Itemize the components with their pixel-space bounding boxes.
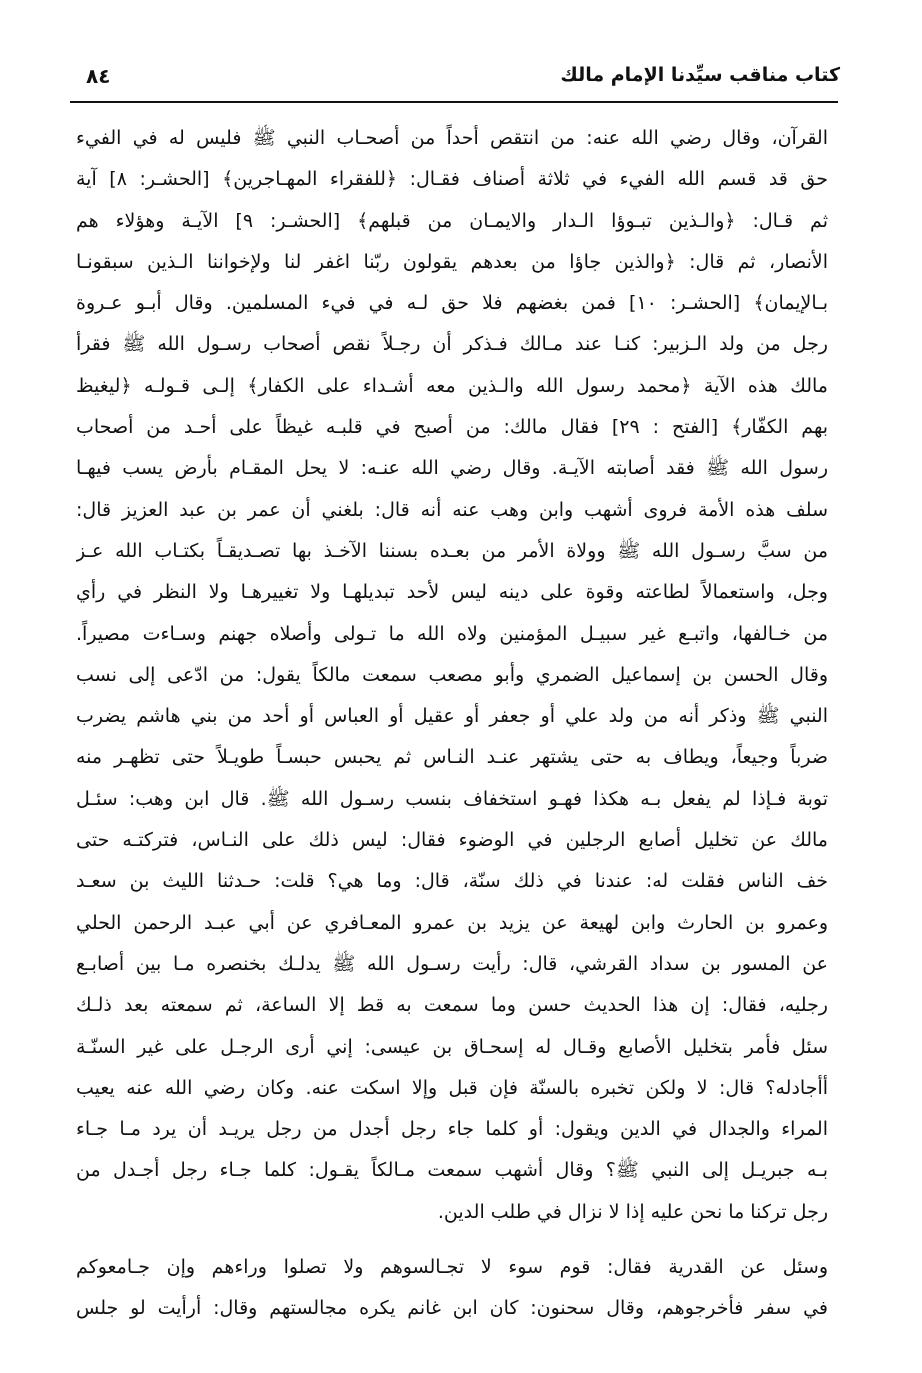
text-line: في سفر فأخرجوهم، وقال سحنون: كان ابن غانم يكره مجالستهم وقال: أرأيت لو جلس bbox=[76, 1297, 828, 1320]
text-line: الأنصار، ثم قال: ﴿والذين جاؤا من بعدهم يقولون ربّنا اغفر لنا ولإخواننا الـذين سبقونـا bbox=[76, 250, 828, 273]
text-line: القرآن، وقال رضي الله عنه: من انتقص أحداً من أصحـاب النبي ﷺ فليس له في الفيء bbox=[76, 127, 828, 149]
body-text bbox=[76, 118, 828, 1330]
text-line: النبي ﷺ وذكر أنه من ولد علي أو جعفر أو عقيل أو العباس أو أحد من بني هاشم يضرب bbox=[76, 705, 828, 728]
text-line: عن المسور بن سداد القرشي، قال: رأيت رسـول الله ﷺ يدلـك بخنصره مـا بين أصابـع bbox=[76, 952, 828, 975]
text-line: مالك عن تخليل أصابع الرجلين في الوضوء فقال: ليس ذلك على النـاس، فتركتـه حتى bbox=[76, 829, 828, 852]
text-line: وجل، واستعمالاً لطاعته وقوة على دينه ليس لأحد تبديلهـا ولا تغييرهـا ولا النظر في رأي bbox=[76, 581, 828, 604]
text-line: من خـالفها، واتبـع غير سبيـل المؤمنين ولاه الله ما تـولى وأصلاه جهنم وسـاءت مصيراً. bbox=[76, 622, 828, 645]
text-line: سئل فأمر بتخليل الأصابع وقـال له إسحـاق بن عيسى: إني أرى الرجـل على غير السنّـة bbox=[76, 1035, 828, 1058]
text-line: من سبَّ رسـول الله ﷺ وولاة الأمر من بعـده بسننا الآخـذ بها تصـديقـاً بكتـاب الله عـز bbox=[76, 539, 828, 562]
text-line: بهم الكفّار﴾ [الفتح : ٢٩] فقال مالك: من أصبح في قلبـه غيظاً على أحـد من أصحاب bbox=[76, 416, 828, 439]
header-divider bbox=[70, 101, 838, 103]
page-number: ٨٤ bbox=[86, 64, 111, 88]
text-line: وعمرو بن الحارث وابن لهيعة عن يزيد بن عمرو المعـافري عن أبي عبـد الرحمن الحلي bbox=[76, 911, 828, 934]
text-line: بـالإيمان﴾ [الحشـر: ١٠] فمن بغضهم فلا حق لـه في فيء المسلمين. وقال أبـو عـروة bbox=[76, 292, 828, 315]
text-line: أأجادله؟ قال: لا ولكن تخبره بالسنّة فإن قبل وإلا اسكت عنه. وكان رضي الله عنه يعيب bbox=[76, 1076, 828, 1099]
text-line: رجل من ولد الـزبير: كنـا عند مـالك فـذكر أن رجـلاً نقص أصحاب رسـول الله ﷺ فقرأ bbox=[76, 333, 828, 356]
text-line: سلف هذه الأمة فروى أشهب وابن وهب عنه أنه قال: بلغني أن عمر بن عبد العزيز قال: bbox=[76, 498, 828, 521]
text-line: وسئل عن القدرية فقال: قوم سوء لا تجـالسوهم ولا تصلوا وراءهم وإن جـامعوكم bbox=[76, 1256, 828, 1279]
text-line: ضرباً وجيعاً، ويطاف به حتى يشتهر عنـد النـاس ثم يحبس حبسـاً طويـلاً حتى تظهـر منه bbox=[76, 746, 828, 769]
text-line: رجليه، فقال: إن هذا الحديث حسن وما سمعت به قط إلا الساعة، ثم سمعته بعد ذلـك bbox=[76, 994, 828, 1017]
text-line: توبة فـإذا لم يفعل بـه هكذا فهـو استخفاف بنسب رسـول الله ﷺ. قال ابن وهب: سئـل bbox=[76, 787, 828, 810]
paragraph bbox=[76, 118, 828, 1233]
text-line: بـه جبريـل إلى النبي ﷺ؟ وقال أشهب سمعت مـالكاً يقـول: كلما جـاء رجل أجـدل من bbox=[76, 1159, 828, 1182]
paragraph-spacer bbox=[76, 1233, 828, 1247]
paragraph bbox=[76, 1247, 828, 1330]
header-title: كتاب مناقب سيِّدنا الإمام مالك bbox=[560, 64, 840, 86]
text-line: حق قد قسم الله الفيء في ثلاثة أصناف فقـال: ﴿للفقراء المهـاجرين﴾ [الحشـر: ٨] آية bbox=[76, 168, 828, 191]
text-line: مالك هذه الآية ﴿محمد رسول الله والـذين معه أشـداء على الكفار﴾ إلـى قـولـه ﴿ليغيظ bbox=[76, 374, 828, 397]
text-line: رجل تركنا ما نحن عليه إذا لا نزال في طلب الدين. bbox=[437, 1200, 828, 1223]
text-line: رسول الله ﷺ فقد أصابته الآيـة. وقال رضي الله عنـه: لا يحل المقـام بأرض يسب فيهـا bbox=[76, 457, 828, 480]
text-line: وقال الحسن بن إسماعيل الضمري وأبو مصعب سمعت مالكاً يقول: من ادّعى إلى نسب bbox=[76, 663, 828, 686]
running-header bbox=[70, 58, 840, 104]
text-line: المراء والجدال في الدين ويقول: أو كلما جاء رجل أجدل من رجل يريـد أن يرد مـا جـاء bbox=[76, 1118, 828, 1141]
text-line: خف الناس فقلت له: عندنا في ذلك سنّة، قال: وما هي؟ قلت: حـدثنا الليث بن سعـد bbox=[76, 870, 828, 893]
text-line: ثم قـال: ﴿والـذين تبـوؤا الـدار والايمـان من قبلهم﴾ [الحشـر: ٩] الآيـة وهؤلاء هم bbox=[76, 209, 828, 232]
